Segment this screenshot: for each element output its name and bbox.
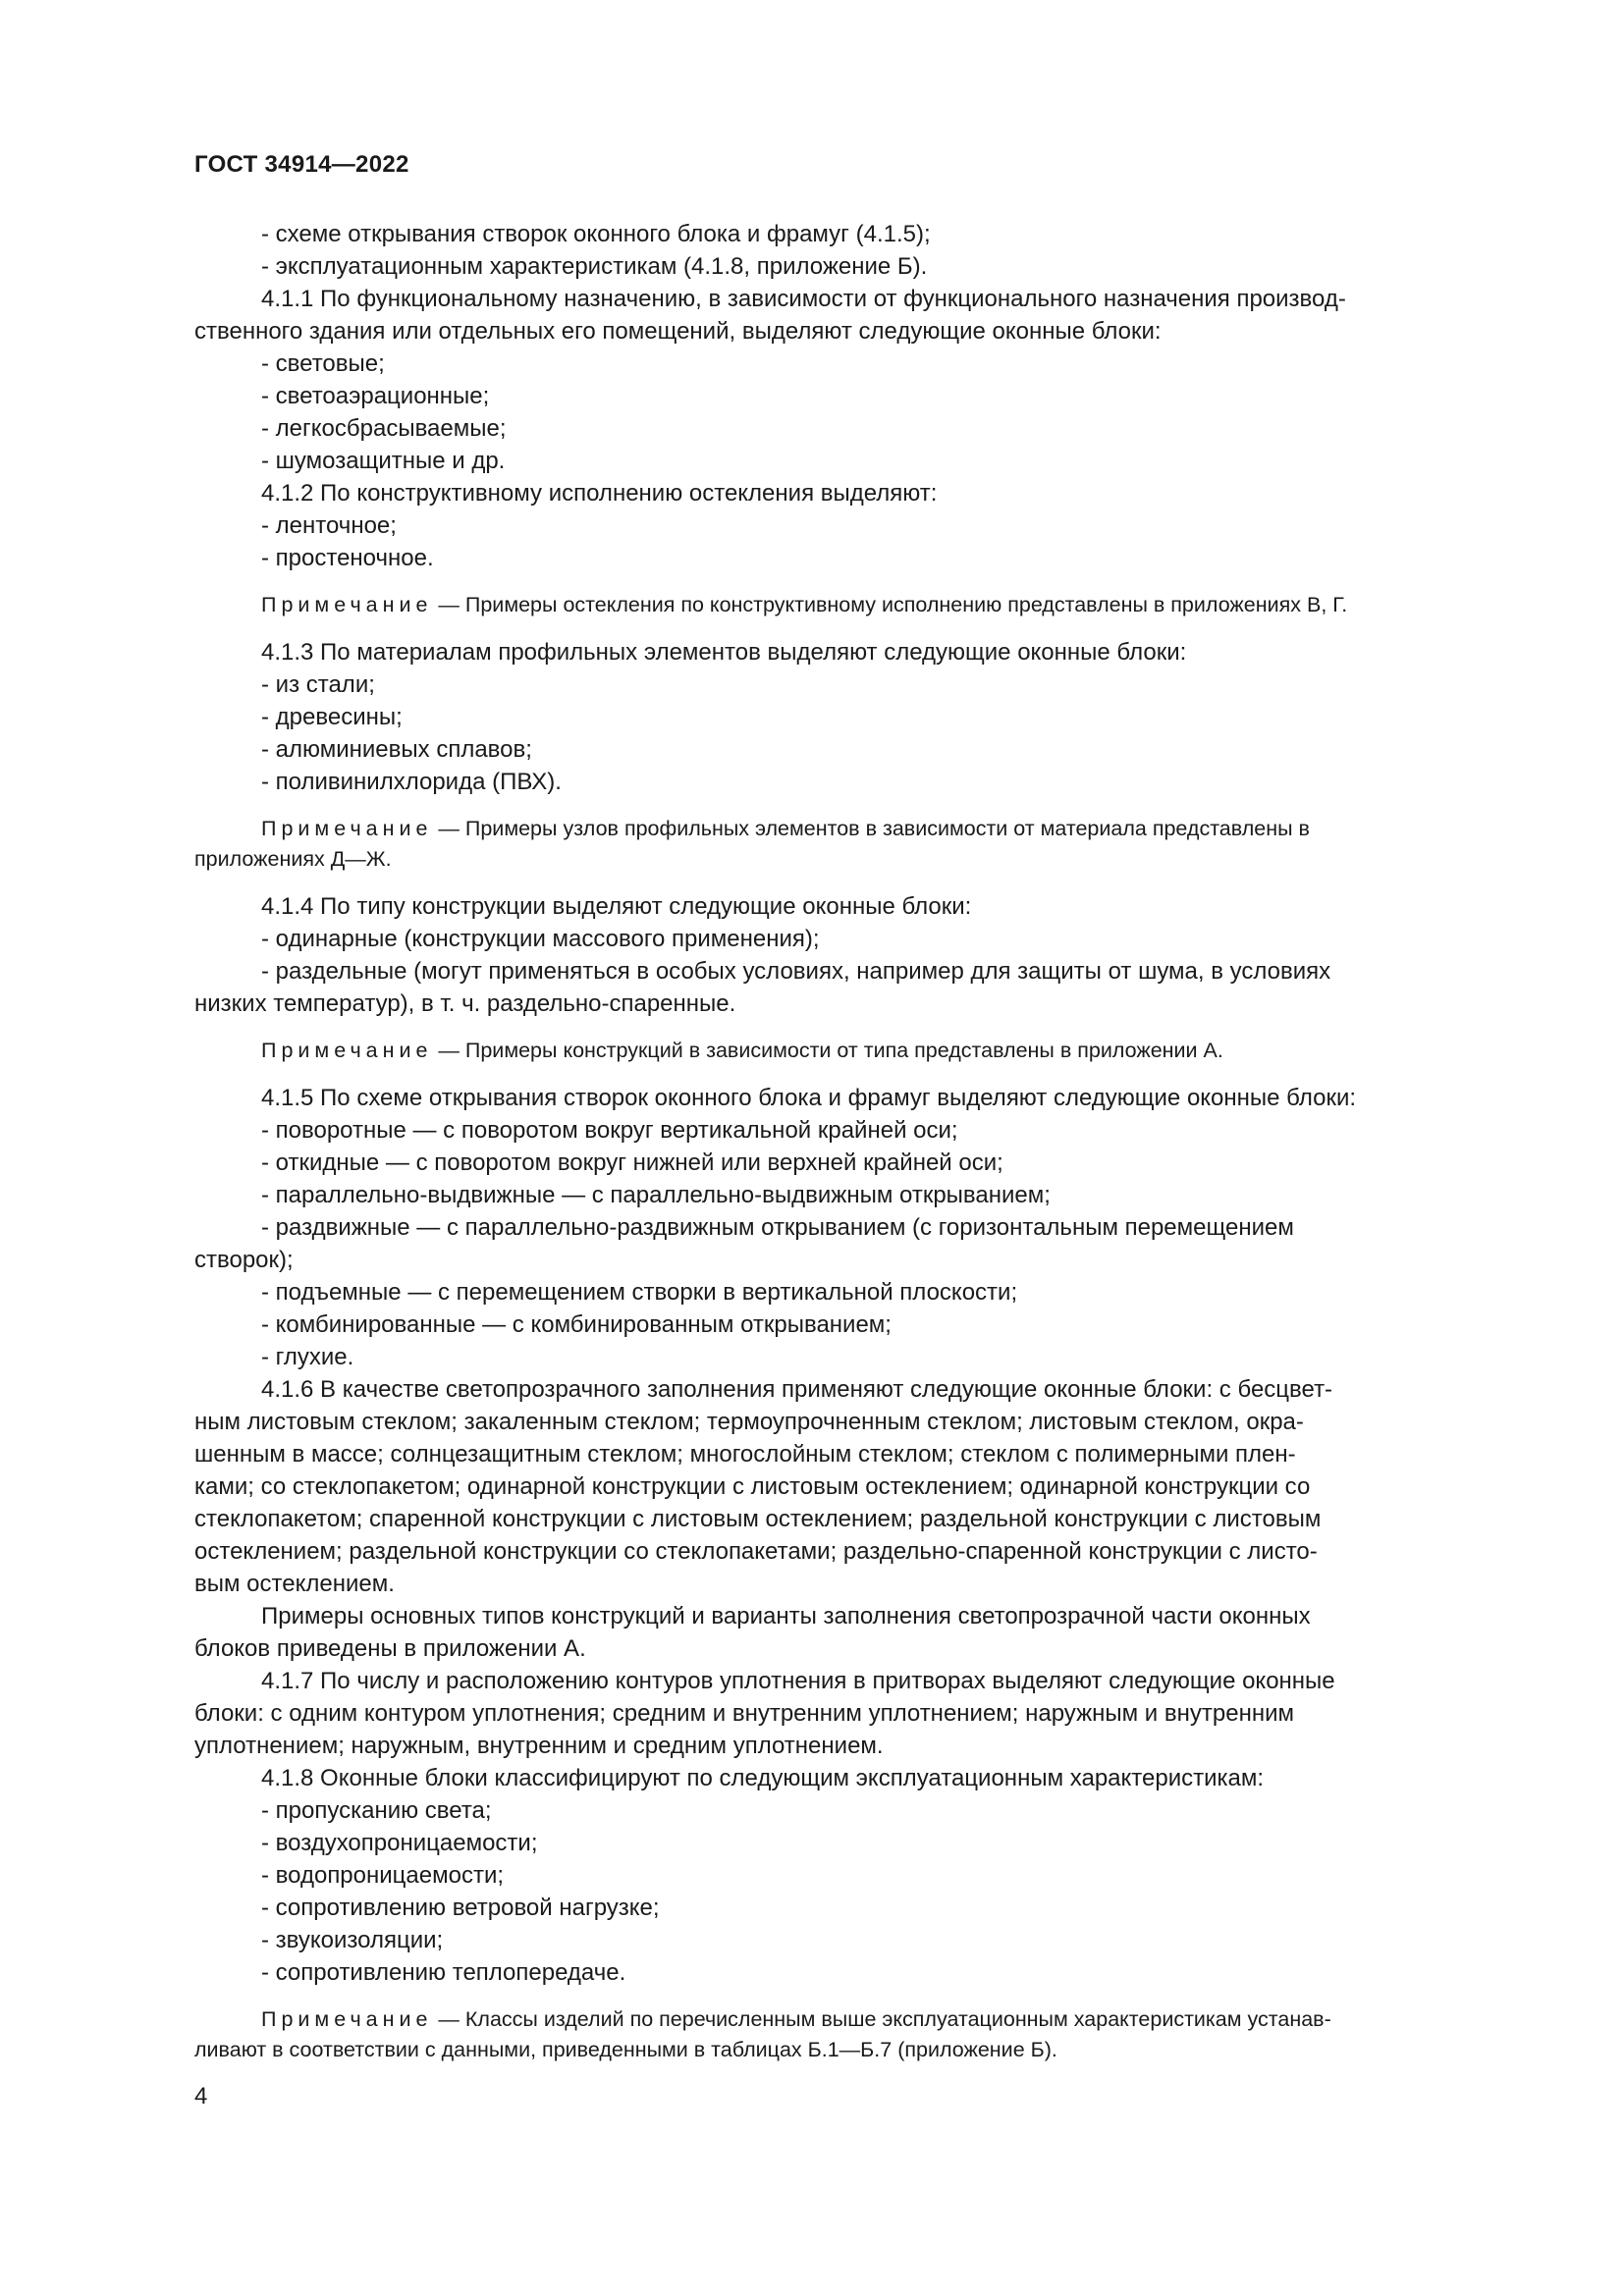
clause-4-1-6-cont: ками; со стеклопакетом; одинарной конструкции с листовым остеклением; одинарной конструкции со [194,1473,1311,1500]
document-header: ГОСТ 34914—2022 [194,151,409,178]
list-item: - водопроницаемости; [261,1862,505,1889]
note [194,814,1516,844]
list-item: - древесины; [261,704,403,730]
note-cont: ливают в соответствии с данными, приведенными в таблицах Б.1—Б.7 (приложение Б). [194,2038,1057,2061]
list-item: - раздвижные — с параллельно-раздвижным открыванием (с горизонтальным перемещением [261,1214,1294,1241]
clause-4-1-5: 4.1.5 По схеме открывания створок оконного блока и фрамуг выделяют следующие оконные блоки: [261,1085,1357,1111]
list-item: - из стали; [261,671,375,698]
list-item: - легкосбрасываемые; [261,415,507,442]
clause-4-1-6-cont: ным листовым стеклом; закаленным стеклом; термоупрочненным стеклом; листовым стеклом, окра- [194,1409,1304,1435]
note-text: — Примеры узлов профильных элементов в зависимости от материала представлены в [432,817,1310,840]
note-text: — Примеры остекления по конструктивному исполнению представлены в приложениях В, Г. [432,593,1348,616]
note-label: Примечание [261,1039,433,1062]
note-cont: приложениях Д—Ж. [194,847,392,871]
list-item: - подъемные — с перемещением створки в вертикальной плоскости; [261,1279,1018,1306]
list-item: - шумозащитные и др. [261,448,506,474]
list-item: - воздухопроницаемости; [261,1830,538,1856]
clause-4-1-6: 4.1.6 В качестве светопрозрачного заполнения применяют следующие оконные блоки: с бесцвет- [261,1376,1333,1403]
list-item: - светоаэрационные; [261,383,490,409]
list-item-cont: створок); [194,1247,294,1273]
clause-4-1-6-cont: остеклением; раздельной конструкции со стеклопакетами; раздельно-спаренной конструкции с листо- [194,1538,1318,1565]
clause-4-1-7: 4.1.7 По числу и расположению контуров уплотнения в притворах выделяют следующие оконные [261,1668,1335,1694]
list-item: - ленточное; [261,512,397,539]
note-text: — Примеры конструкций в зависимости от типа представлены в приложении А. [432,1039,1223,1062]
clause-4-1-6-cont: вым остеклением. [194,1571,395,1597]
list-item-cont: низких температур), в т. ч. раздельно-спаренные. [194,990,736,1017]
clause-4-1-6-cont: стеклопакетом; спаренной конструкции с листовым остеклением; раздельной конструкции с листовым [194,1506,1322,1532]
clause-4-1-3: 4.1.3 По материалам профильных элементов выделяют следующие оконные блоки: [261,639,1187,666]
list-item: - звукоизоляции; [261,1927,444,1953]
note-label: Примечание [261,2007,433,2031]
paragraph: Примеры основных типов конструкций и варианты заполнения светопрозрачной части оконных [261,1603,1311,1629]
list-item: - раздельные (могут применяться в особых условиях, например для защиты от шума, в условиях [261,958,1331,985]
list-item: - схеме открывания створок оконного блока и фрамуг (4.1.5); [261,221,931,247]
list-item: - глухие. [261,1344,354,1370]
document-body [194,218,1516,2065]
list-item: - поливинилхлорида (ПВХ). [261,769,562,795]
list-item: - откидные — с поворотом вокруг нижней или верхней крайней оси; [261,1149,1003,1176]
clause-4-1-7-cont: уплотнением; наружным, внутренним и средним уплотнением. [194,1733,884,1759]
clause-4-1-8: 4.1.8 Оконные блоки классифицируют по следующим эксплуатационным характеристикам: [261,1765,1265,1791]
list-item: - комбинированные — с комбинированным открыванием; [261,1311,892,1338]
page-number: 4 [194,2083,208,2109]
note [194,2004,1516,2035]
list-item: - эксплуатационным характеристикам (4.1.8, приложение Б). [261,253,928,280]
list-item: - простеночное. [261,545,434,571]
paragraph-cont: блоков приведены в приложении А. [194,1635,586,1662]
note [194,1036,1516,1066]
note-label: Примечание [261,817,433,840]
list-item: - световые; [261,350,385,377]
clause-4-1-1: 4.1.1 По функциональному назначению, в зависимости от функционального назначения производ- [261,286,1346,312]
clause-4-1-4: 4.1.4 По типу конструкции выделяют следующие оконные блоки: [261,893,972,920]
clause-4-1-7-cont: блоки: с одним контуром уплотнения; средним и внутренним уплотнением; наружным и внутренним [194,1700,1294,1727]
list-item: - сопротивлению ветровой нагрузке; [261,1895,660,1921]
list-item: - пропусканию света; [261,1797,492,1824]
list-item: - алюминиевых сплавов; [261,736,532,763]
note-label: Примечание [261,593,433,616]
clause-4-1-1-cont: ственного здания или отдельных его помещений, выделяют следующие оконные блоки: [194,318,1162,345]
note [194,590,1516,620]
list-item: - поворотные — с поворотом вокруг вертикальной крайней оси; [261,1117,958,1144]
list-item: - одинарные (конструкции массового применения); [261,926,820,952]
clause-4-1-2: 4.1.2 По конструктивному исполнению остекления выделяют: [261,480,938,507]
clause-4-1-6-cont: шенным в массе; солнцезащитным стеклом; многослойным стеклом; стеклом с полимерными плен- [194,1441,1296,1468]
note-text: — Классы изделий по перечисленным выше эксплуатационным характеристикам устанав- [432,2007,1331,2031]
list-item: - параллельно-выдвижные — с параллельно-выдвижным открыванием; [261,1182,1051,1208]
list-item: - сопротивлению теплопередаче. [261,1959,626,1986]
